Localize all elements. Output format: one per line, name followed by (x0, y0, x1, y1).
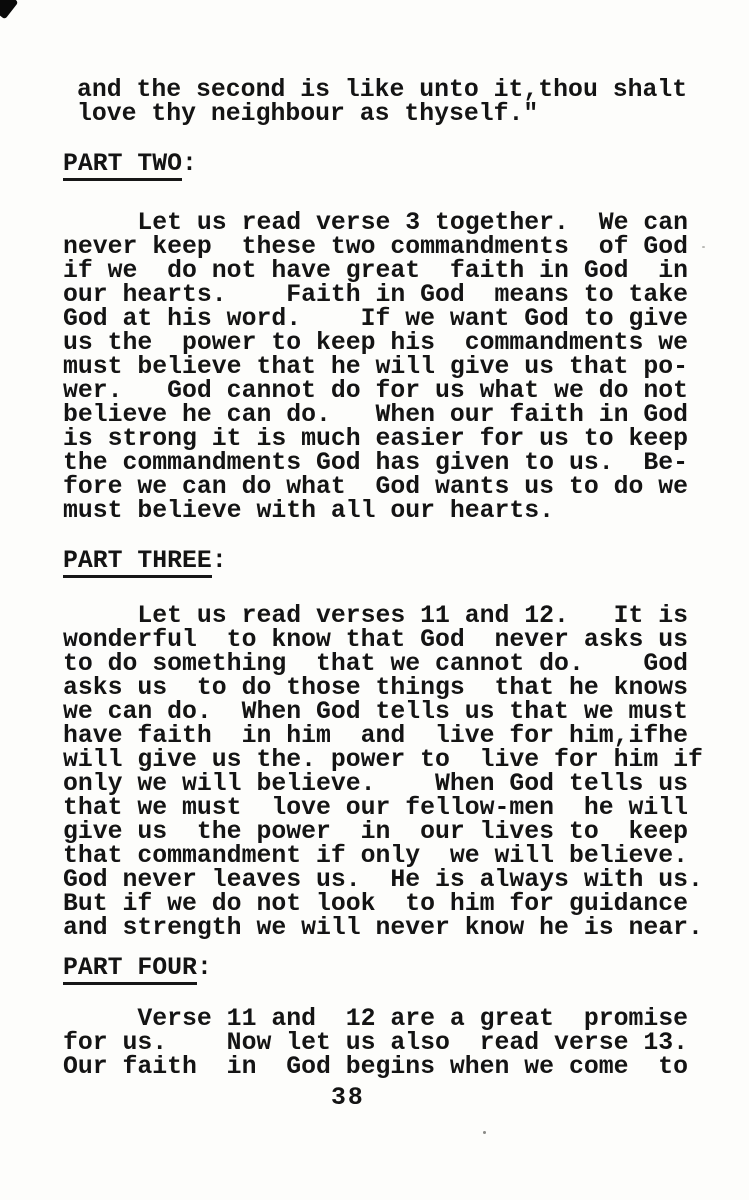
part-two-paragraph (63, 211, 749, 523)
text-line: fore we can do what God wants us to do we (63, 473, 688, 501)
text-line: to do something that we cannot do. God (63, 650, 688, 678)
text-line: never keep these two commandments of God (63, 233, 688, 261)
heading-colon: : (182, 150, 197, 178)
section-heading-part-four (63, 956, 749, 985)
section-heading-part-three (63, 549, 749, 578)
text-line: only we will believe. When God tells us (63, 770, 688, 798)
text-line: love thy neighbour as thyself." (77, 100, 539, 128)
text-line: must believe with all our hearts. (63, 497, 555, 525)
text-line: believe he can do. When our faith in God (63, 401, 688, 429)
text-line: our hearts. Faith in God means to take (63, 281, 688, 309)
text-line: we can do. When God tells us that we must (63, 698, 688, 726)
text-line: for us. Now let us also read verse 13. (63, 1029, 688, 1057)
text-line: give us the power in our lives to keep (63, 818, 688, 846)
text-line: Our faith in God begins when we come to (63, 1053, 688, 1081)
text-line: God never leaves us. He is always with us. (63, 866, 703, 894)
text-line: us the power to keep his commandments we (63, 329, 688, 357)
text-line: Let us read verses 11 and 12. It is (63, 602, 688, 630)
section-heading-part-two (63, 152, 749, 181)
text-line: is strong it is much easier for us to keep (63, 425, 688, 453)
text-line: if we do not have great faith in God in (63, 257, 688, 285)
text-line: that commandment if only we will believe. (63, 842, 688, 870)
text-line: Let us read verse 3 together. We can (63, 209, 688, 237)
text-line: that we must love our fellow-men he will (63, 794, 688, 822)
heading-colon: : (196, 954, 212, 982)
part-three-paragraph (63, 604, 749, 940)
heading-label: PART FOUR (63, 956, 197, 985)
text-line: asks us to do those things that he knows (63, 674, 688, 702)
text-line: wer. God cannot do for us what we do not (63, 377, 688, 405)
text-line: have faith in him and live for him,ifhe (63, 722, 688, 750)
part-four-paragraph (63, 1007, 749, 1079)
page-number: 38 (331, 1084, 365, 1112)
text-line: must believe that he will give us that po- (63, 353, 688, 381)
scan-artifact-speck (702, 246, 705, 248)
text-line: and strength we will never know he is near. (63, 914, 703, 942)
heading-colon: : (211, 547, 227, 575)
text-line: will give us the. power to live for him if (63, 746, 703, 774)
heading-label: PART THREE (63, 549, 212, 578)
text-line: Verse 11 and 12 are a great promise (63, 1005, 688, 1033)
scan-artifact-speck (483, 1131, 486, 1134)
text-line: wonderful to know that God never asks us (63, 626, 688, 654)
text-line: and the second is like unto it,thou shalt (77, 76, 688, 104)
text-line: God at his word. If we want God to give (63, 305, 688, 333)
text-line: But if we do not look to him for guidance (63, 890, 688, 918)
text-line: the commandments God has given to us. Be- (63, 449, 688, 477)
intro-paragraph (77, 78, 749, 126)
heading-label: PART TWO (63, 152, 182, 181)
